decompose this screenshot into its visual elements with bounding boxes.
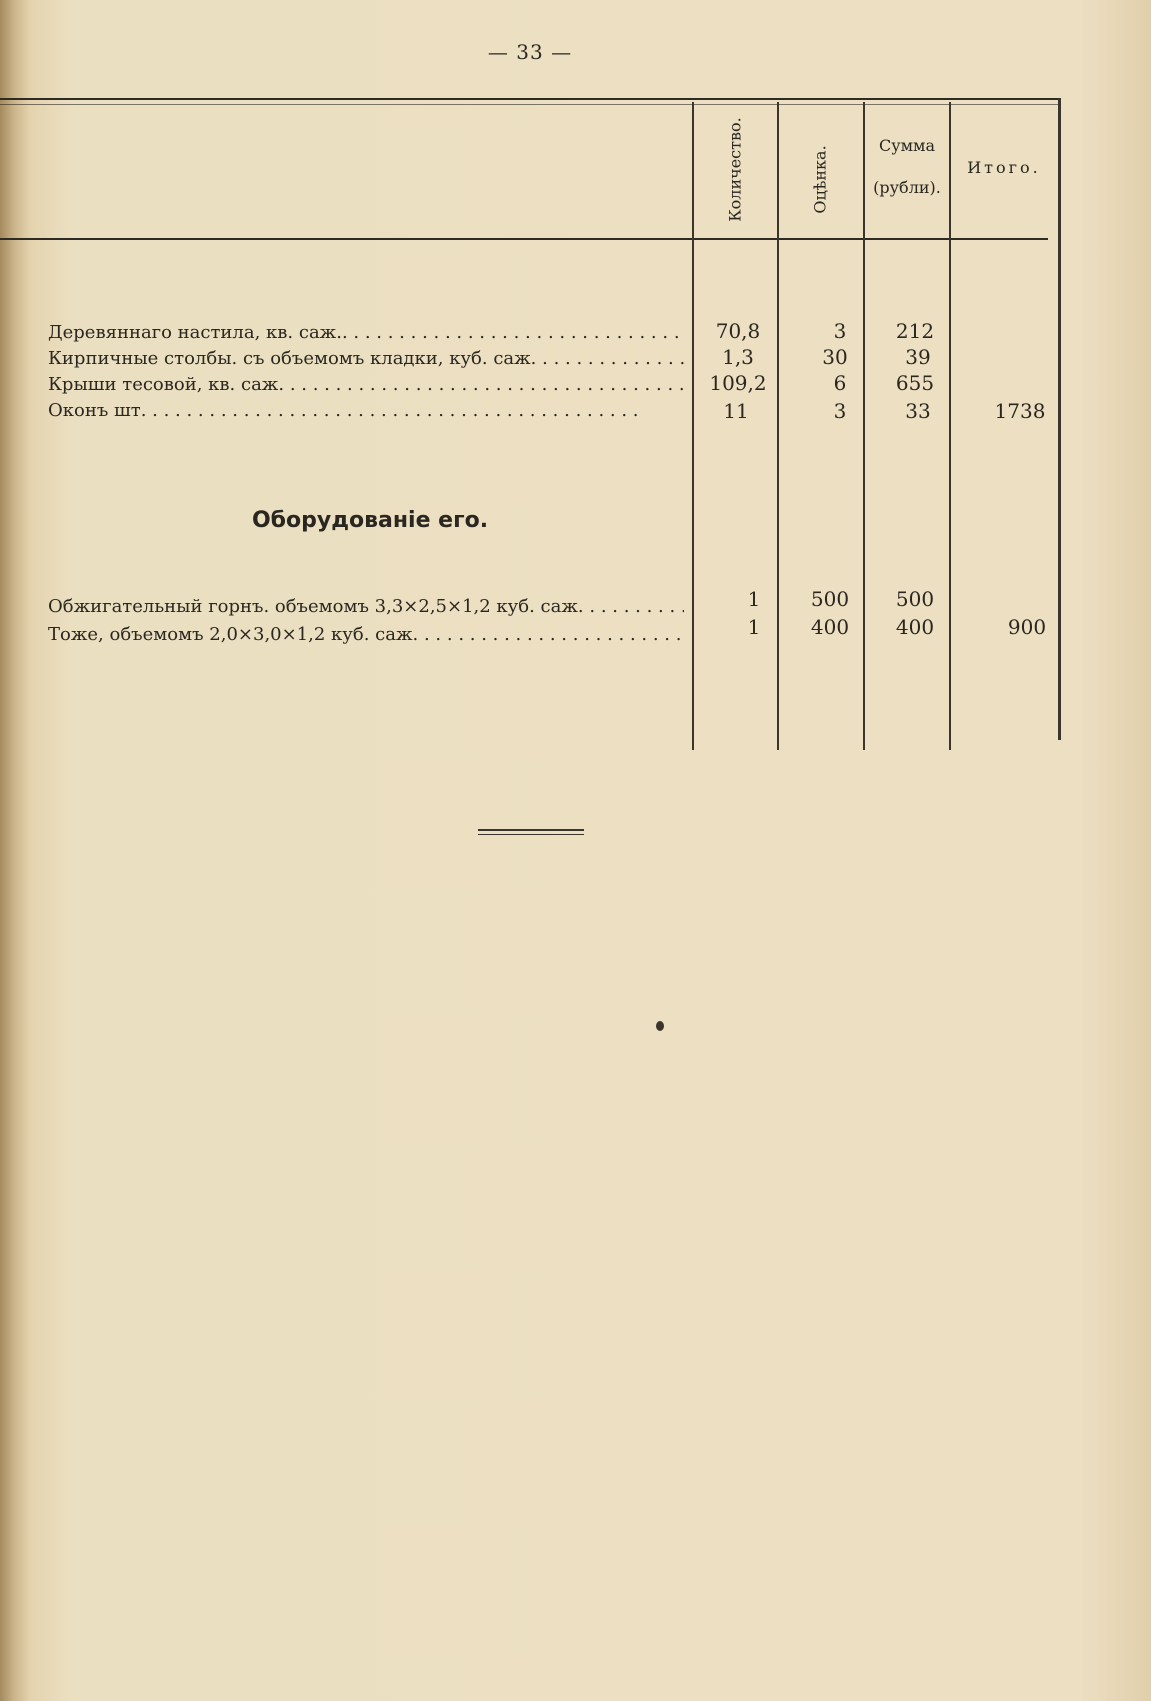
closing-double-rule [478,834,584,835]
leader-dots [348,322,684,343]
row-label: Обжигательный горнъ. объемомъ 3,3×2,5×1,2 куб. саж. [48,596,584,617]
group-total: 1738 [994,399,1046,423]
leader-dots [418,624,684,645]
row-valuation: 500 [810,587,850,611]
table-top-rule-thin [0,104,1058,105]
row-quantity: 109,2 [709,371,767,395]
column-divider-1 [692,102,694,750]
column-divider-3 [863,102,865,750]
leader-dots [584,596,684,617]
row-label: Крыши тесовой, кв. саж. [48,374,285,395]
column-divider-2 [777,102,779,750]
row-label: Кирпичные столбы. съ объемомъ кладки, куб. саж. [48,348,537,369]
row-sum: 400 [895,615,935,639]
leader-dots [284,374,684,395]
page-number: — 33 — [487,40,573,64]
ink-spot [656,1021,664,1031]
row-label: Тоже, объемомъ 2,0×3,0×1,2 куб. саж. [48,624,419,645]
row-valuation: 3 [833,399,847,423]
row-quantity: 11 [723,399,749,423]
row-quantity: 70,8 [715,319,761,343]
leader-dots [536,348,684,369]
row-sum: 212 [895,319,935,343]
header-sum-line2: (рубли). [873,178,941,197]
row-quantity: 1 [747,615,761,639]
closing-double-rule [478,829,584,831]
row-label: Оконъ шт. [48,400,147,421]
header-bottom-rule [0,238,1048,240]
row-sum: 39 [905,345,931,369]
section-title: Оборудованіе его. [251,508,489,533]
row-sum: 33 [905,399,931,423]
row-valuation: 6 [833,371,847,395]
column-divider-4 [949,102,951,750]
leader-dots [146,400,638,421]
row-sum: 500 [895,587,935,611]
row-valuation: 3 [833,319,847,343]
row-valuation: 30 [822,345,848,369]
header-total: Итого. [967,158,1041,177]
row-valuation: 400 [810,615,850,639]
table-top-rule [0,98,1058,100]
row-sum: 655 [895,371,935,395]
row-label: Деревяннаго настила, кв. саж.. [48,322,348,343]
header-valuation: Оцѣнка. [810,145,830,214]
group-total: 900 [1007,615,1047,639]
row-quantity: 1 [747,587,761,611]
row-quantity: 1,3 [722,345,754,369]
header-sum-line1: Сумма [878,136,936,155]
header-quantity: Количество. [725,117,745,222]
